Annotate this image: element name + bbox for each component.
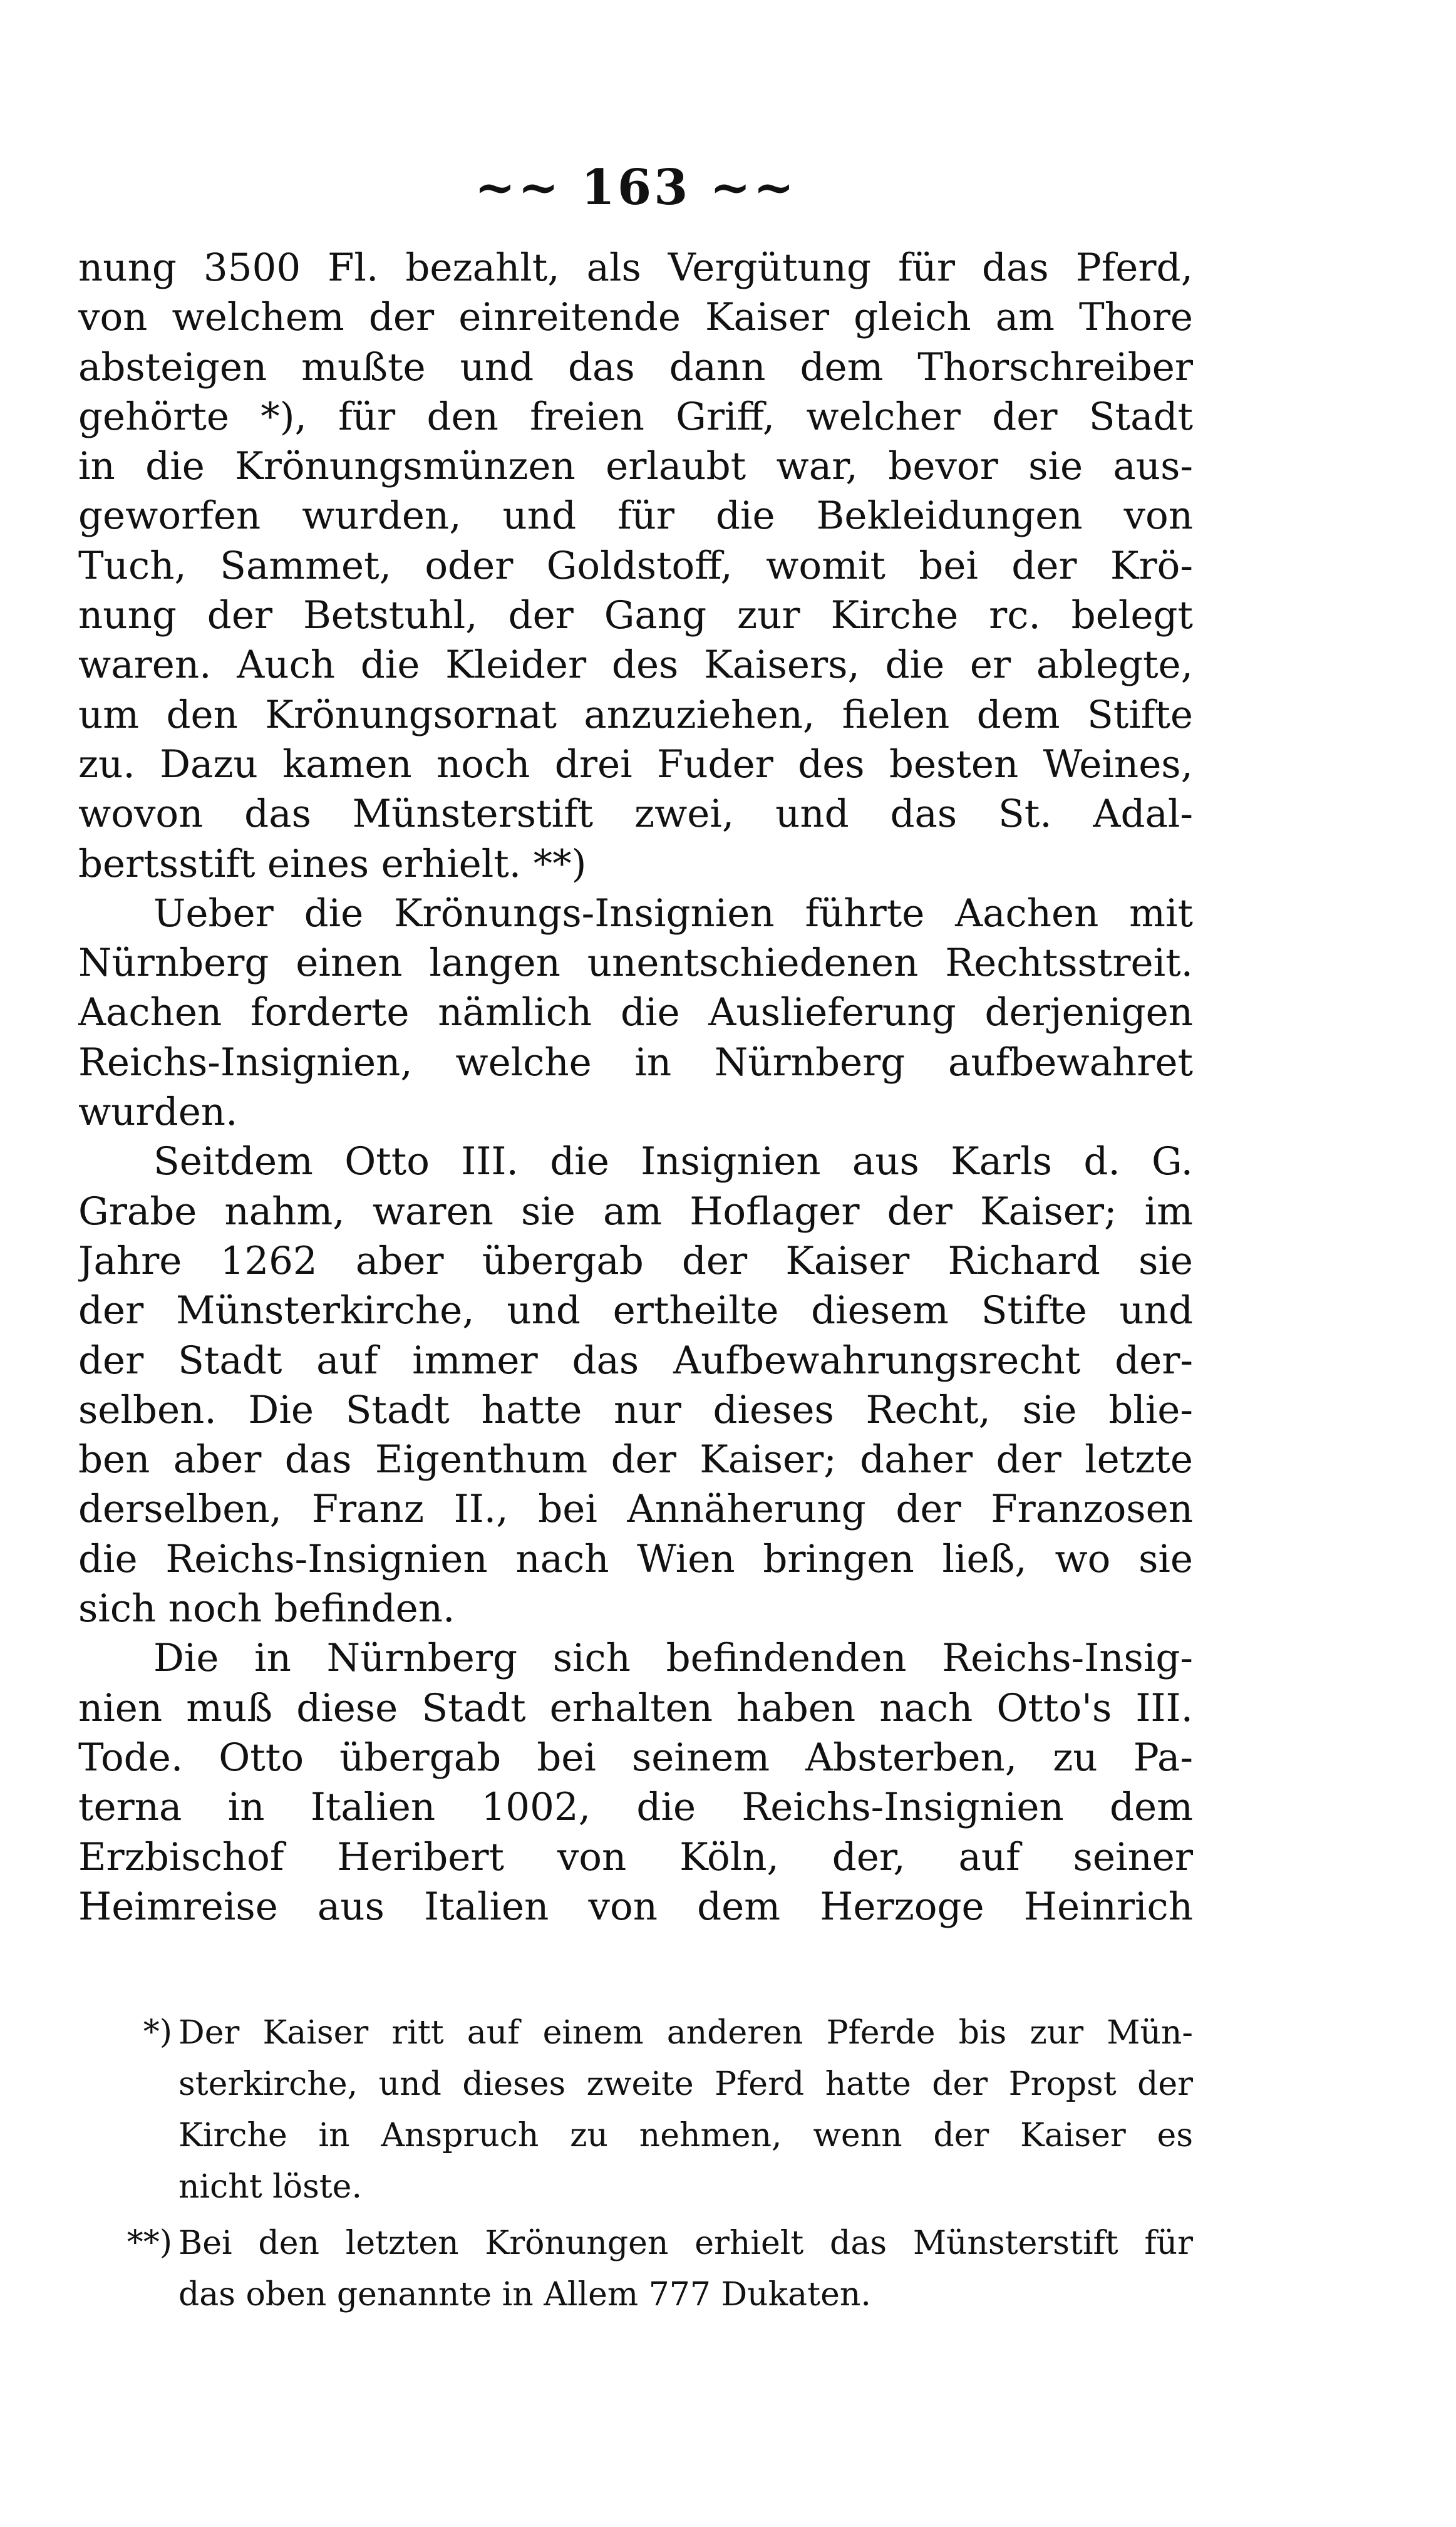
text-line: sich noch befinden. [78,1586,455,1631]
text-line: zu. Dazu kamen noch drei Fuder des besten Weines, [78,742,1193,787]
text-line: derselben, Franz II., bei Annäherung der Franzosen [78,1487,1193,1532]
footnote-line: sterkirche, und dieses zweite Pferd hatte der Propst der [178,2065,1193,2103]
text-line: Tode. Otto übergab bei seinem Absterben, zu Pa- [78,1735,1193,1780]
text-line: ben aber das Eigenthum der Kaiser; daher der letzte [78,1437,1193,1482]
text-line: von welchem der einreitende Kaiser gleich am Thore [78,295,1193,340]
text-line: wovon das Münsterstift zwei, und das St. Adal- [78,792,1193,837]
text-line: die Reichs-Insignien nach Wien bringen ließ, wo sie [78,1536,1193,1581]
footnote [78,2007,1193,2213]
text-line: Reichs-Insignien, welche in Nürnberg aufbewahret [78,1040,1193,1085]
text-line: um den Krönungsornat anzuziehen, fielen dem Stifte [78,692,1193,737]
footnote-mark: *) [143,2013,172,2051]
footnote-line: Bei den letzten Krönungen erhielt das Münsterstift für [178,2225,1193,2262]
footnote-line: Kirche in Anspruch zu nehmen, wenn der Kaiser es [178,2117,1193,2154]
footnote-mark: **) [126,2224,172,2261]
paragraph [78,1633,1193,1931]
text-line: nung der Betstuhl, der Gang zur Kirche rc. belegt [78,593,1193,638]
text-line: in die Krönungsmünzen erlaubt war, bevor sie aus- [78,444,1193,489]
text-line: bertsstift eines erhielt. **) [78,841,587,886]
text-line: Heimreise aus Italien von dem Herzoge Heinrich [78,1884,1193,1929]
text-line: Grabe nahm, waren sie am Hoflager der Kaiser; im [78,1189,1193,1234]
footnote-line: das oben genannte in Allem 777 Dukaten. [178,2276,871,2313]
text-line: Tuch, Sammet, oder Goldstoff, womit bei der Krö- [78,543,1193,588]
text-line: waren. Auch die Kleider des Kaisers, die er ablegte, [78,643,1193,688]
text-line: nien muß diese Stadt erhalten haben nach Otto's III. [78,1685,1193,1730]
text-line: Erzbischof Heribert von Köln, der, auf seiner [78,1834,1193,1879]
paragraph [78,1137,1193,1633]
text-line: Ueber die Krönungs-Insignien führte Aachen mit [153,891,1193,936]
text-line: nung 3500 Fl. bezahlt, als Vergütung für das Pferd, [78,245,1193,290]
footnote-line: nicht löste. [178,2168,362,2206]
text-line: gehörte *), für den freien Griff, welcher der Stadt [78,394,1193,439]
paragraph [78,243,1193,889]
text-line: selben. Die Stadt hatte nur dieses Recht, sie blie- [78,1387,1193,1432]
page-number-header: ~~ 163 ~~ [474,159,797,216]
text-line: geworfen wurden, und für die Bekleidungen von [78,494,1193,539]
text-line: Nürnberg einen langen unentschiedenen Rechtsstreit. [78,941,1193,986]
footnote-line: Der Kaiser ritt auf einem anderen Pferde bis zur Mün- [178,2014,1193,2052]
text-line: absteigen mußte und das dann dem Thorschreiber [78,344,1193,390]
text-line: Die in Nürnberg sich befindenden Reichs-Insig- [153,1636,1193,1681]
text-line: Jahre 1262 aber übergab der Kaiser Richard sie [78,1238,1193,1283]
book-page [78,0,1193,2527]
paragraph [78,889,1193,1137]
footnote [78,2218,1193,2320]
text-line: der Stadt auf immer das Aufbewahrungsrecht der- [78,1338,1193,1383]
text-line: Aachen forderte nämlich die Auslieferung derjenigen [78,990,1193,1035]
main-text [78,243,1193,1931]
text-line: terna in Italien 1002, die Reichs-Insignien dem [78,1785,1193,1830]
footnotes [78,2007,1193,2325]
text-line: Seitdem Otto III. die Insignien aus Karls d. G. [153,1139,1193,1184]
text-line: der Münsterkirche, und ertheilte diesem Stifte und [78,1288,1193,1333]
text-line: wurden. [78,1090,238,1135]
